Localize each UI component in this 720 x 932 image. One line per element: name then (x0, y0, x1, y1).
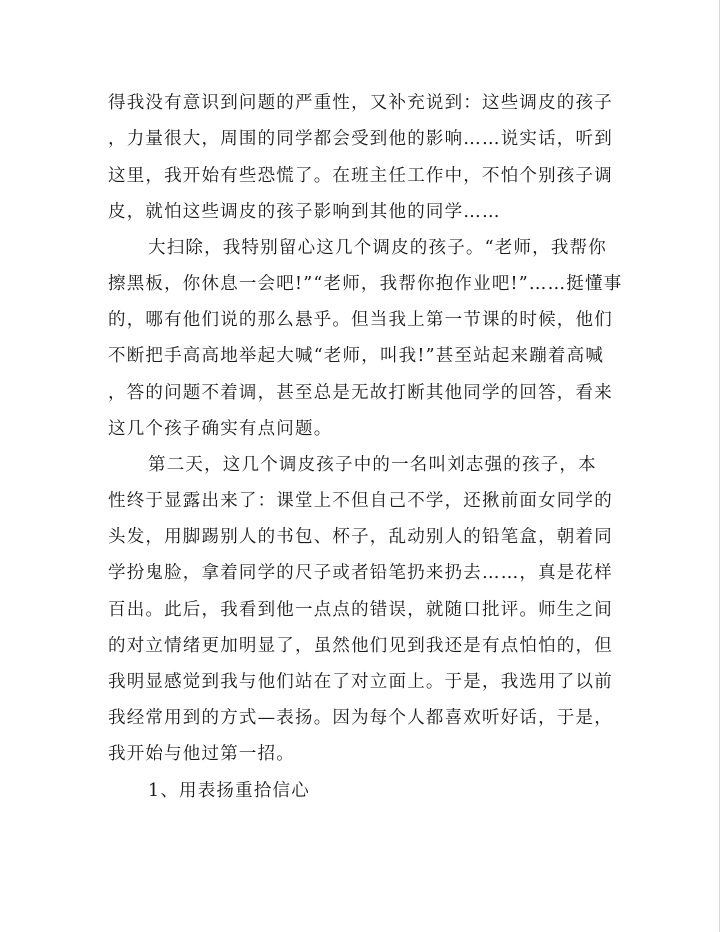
paragraph-line: 学扮鬼脸，拿着同学的尺子或者铅笔扔来扔去……，真是花样 (108, 563, 613, 583)
section-heading: 1、用表扬重拾信心 (148, 781, 310, 801)
paragraph-line: 的对立情绪更加明显了，虽然他们见到我还是有点怕怕的，但 (108, 636, 613, 656)
paragraph-line: 这几个孩子确实有点问题。 (108, 419, 333, 439)
paragraph-line: 我经常用到的方式—表扬。因为每个人都喜欢听好话，于是， (108, 708, 613, 728)
paragraph-line: 第二天，这几个调皮孩子中的一名叫刘志强的孩子，本 (148, 455, 597, 475)
paragraph-line: ，力量很大，周围的同学都会受到他的影响……说实话，听到 (108, 129, 613, 149)
paragraph-line: ，答的问题不着调，甚至总是无故打断其他同学的回答，看来 (108, 383, 613, 403)
paragraph-line: 这里，我开始有些恐慌了。在班主任工作中，不怕个别孩子调 (108, 166, 613, 186)
paragraph-line: 百出。此后，我看到他一点点的错误，就随口批评。师生之间 (108, 600, 613, 620)
paragraph-line: 头发，用脚踢别人的书包、杯子，乱动别人的铅笔盒，朝着同 (108, 527, 613, 547)
paragraph-line: 得我没有意识到问题的严重性，又补充说到：这些调皮的孩子 (108, 93, 613, 113)
paragraph-line: 我明显感觉到我与他们站在了对立面上。于是，我选用了以前 (108, 672, 613, 692)
paragraph-line: 大扫除，我特别留心这几个调皮的孩子。“老师，我帮你 (148, 238, 607, 258)
paragraph-line: 皮，就怕这些调皮的孩子影响到其他的同学…… (108, 202, 501, 222)
paragraph-line: 不断把手高高地举起大喊“老师，叫我!”甚至站起来蹦着高喊 (108, 346, 605, 366)
paragraph-line: 性终于显露出来了：课堂上不但自己不学，还揪前面女同学的 (108, 491, 613, 511)
paragraph-line: 擦黑板，你休息一会吧!”“老师，我帮你抱作业吧!”……挺懂事 (108, 274, 623, 294)
paragraph-line: 的，哪有他们说的那么悬乎。但当我上第一节课的时候，他们 (108, 310, 613, 330)
paragraph-line: 我开始与他过第一招。 (108, 744, 295, 764)
